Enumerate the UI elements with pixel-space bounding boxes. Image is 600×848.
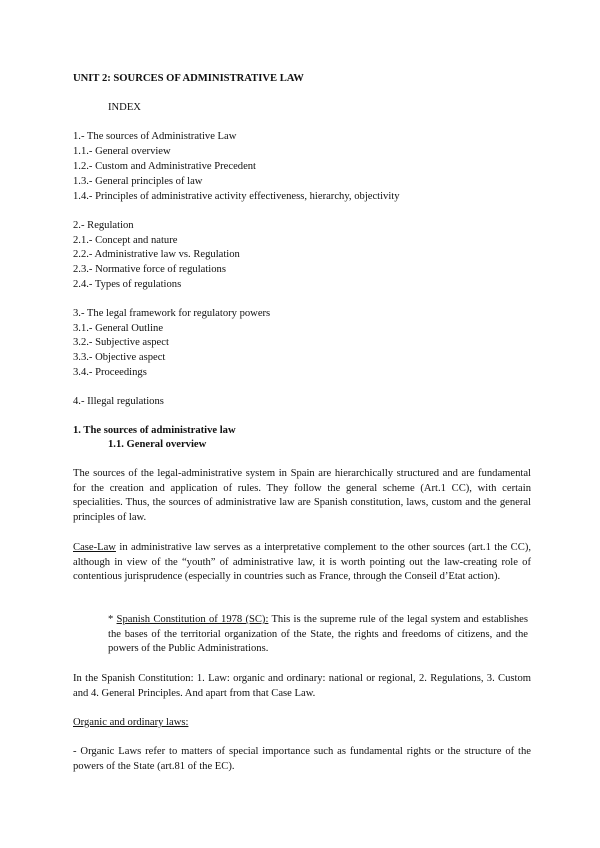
bullet-marker: * (108, 614, 117, 625)
constitution-paragraph (108, 613, 528, 657)
index-item: 2.2.- Administrative law vs. Regulation (73, 249, 240, 260)
index-item: 2.1.- Concept and nature (73, 235, 178, 246)
section-heading: 1. The sources of administrative law (73, 425, 236, 436)
body-paragraph: In the Spanish Constitution: 1. Law: organic and ordinary: national or regional, 2. Regulations, 3. Custom and 4. General Principles. And apart from that Case Law. (73, 673, 531, 699)
index-item: 3.4.- Proceedings (73, 367, 147, 378)
constitution-term: Spanish Constitution of 1978 (SC): (116, 614, 269, 625)
index-item: 4.- Illegal regulations (73, 396, 164, 407)
index-item: 3.- The legal framework for regulatory powers (73, 308, 271, 319)
index-item: 1.2.- Custom and Administrative Precedent (73, 161, 257, 172)
constitution-text: This is the supreme rule of the legal system and establishes the bases of the territorial organization of the State, the rights and freedoms of citizens, and the powers of the Public Administrations. (108, 614, 528, 655)
index-item: 3.3.- Objective aspect (73, 352, 166, 363)
body-paragraph: The sources of the legal-administrative system in Spain are hierarchically structured and are fundamental for the creation and application of rules. They follow the general scheme (Art.1 CC), with certain specialities. Thus, the sources of administrative law are Spanish constitution, laws, custom and the general principles of law. (73, 468, 531, 523)
index-item: 2.3.- Normative force of regulations (73, 264, 226, 275)
index-heading: INDEX (108, 102, 141, 113)
index-item: 1.- The sources of Administrative Law (73, 131, 237, 142)
index-item: 1.1.- General overview (73, 146, 171, 157)
index-item: 1.3.- General principles of law (73, 176, 203, 187)
body-paragraph: - Organic Laws refer to matters of special importance such as fundamental rights or the structure of the powers of the State (art.81 of the EC). (73, 746, 531, 772)
organic-laws-heading: Organic and ordinary laws: (73, 717, 189, 728)
index-item: 3.2.- Subjective aspect (73, 337, 169, 348)
index-item: 1.4.- Principles of administrative activity effectiveness, hierarchy, objectivity (73, 191, 400, 202)
index-item: 2.- Regulation (73, 220, 134, 231)
unit-title: UNIT 2: SOURCES OF ADMINISTRATIVE LAW (73, 73, 304, 84)
subsection-heading: 1.1. General overview (108, 439, 207, 450)
case-law-text: in administrative law serves as a interpretative complement to the other sources (art.1 the CC), although in view of the “youth” of administrative law, it is worth pointing out the law-creating role of contentious jurisprudence (especially in countries such as France, through the Conseil d’Etat action). (73, 542, 531, 583)
index-item: 3.1.- General Outline (73, 323, 164, 334)
case-law-paragraph (73, 541, 531, 585)
index-item: 2.4.- Types of regulations (73, 279, 182, 290)
case-law-term: Case-Law (73, 542, 116, 553)
